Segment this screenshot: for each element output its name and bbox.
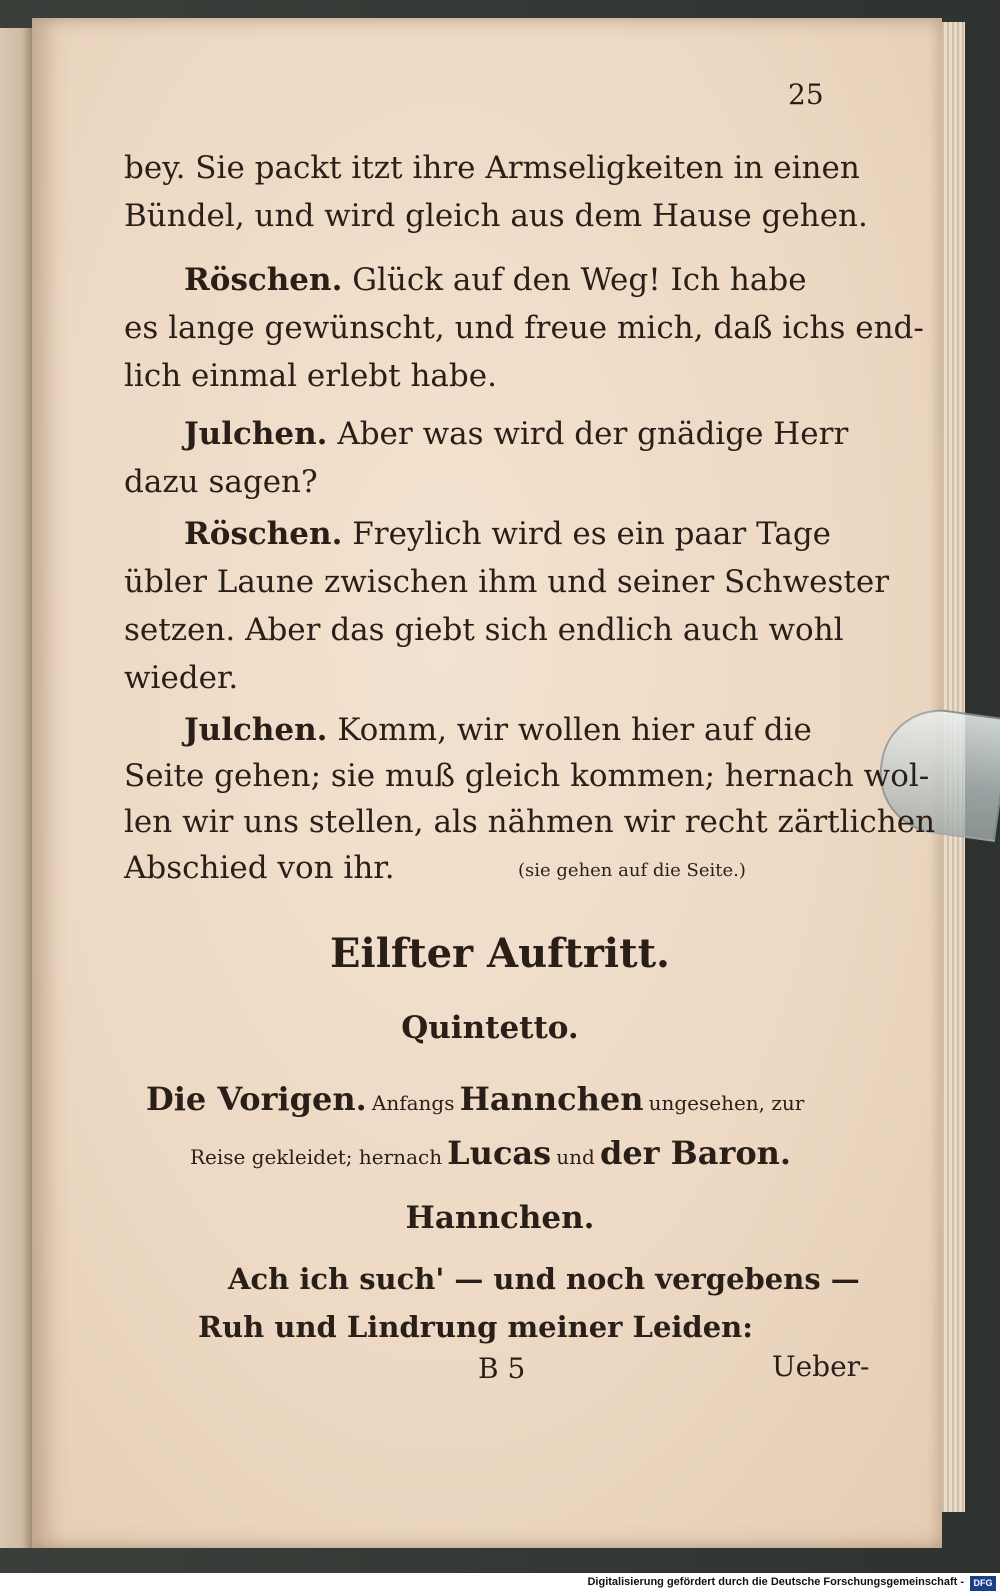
speaker-name: Röschen. xyxy=(184,262,343,298)
speaker-name: Julchen. xyxy=(184,416,328,452)
page-number: 25 xyxy=(788,78,824,111)
text-line: len wir uns stellen, als nähmen wir recht zärtlichen xyxy=(124,804,936,840)
credit-bar xyxy=(0,1573,1000,1595)
text-line: wieder. xyxy=(124,660,239,696)
song-line: Ach ich such' — und noch vergebens — xyxy=(228,1262,860,1296)
signature-mark: B 5 xyxy=(478,1352,526,1385)
text-line: übler Laune zwischen ihm und seiner Schwester xyxy=(124,564,890,600)
text-line: Seite gehen; sie muß gleich kommen; hernach wol- xyxy=(124,758,930,794)
dialogue-line: Röschen. Glück auf den Weg! Ich habe xyxy=(184,262,807,298)
dialogue-line: Julchen. Komm, wir wollen hier auf die xyxy=(184,712,812,748)
cast-line: Reise gekleidet; hernach Lucas und der Baron. xyxy=(190,1134,792,1172)
text-line: es lange gewünscht, und freue mich, daß ichs end- xyxy=(124,310,924,346)
text-line: Bündel, und wird gleich aus dem Hause gehen. xyxy=(124,198,868,234)
dfg-logo-icon: DFG xyxy=(970,1576,996,1591)
catchword: Ueber- xyxy=(772,1350,870,1383)
text-line: lich einmal erlebt habe. xyxy=(124,358,497,394)
left-page-edge xyxy=(0,28,34,1548)
scene-heading: Eilfter Auftritt. xyxy=(330,930,670,977)
dialogue-line: Julchen. Aber was wird der gnädige Herr xyxy=(184,416,849,452)
text-line: bey. Sie packt itzt ihre Armseligkeiten in einen xyxy=(124,150,860,186)
song-line: Ruh und Lindrung meiner Leiden: xyxy=(198,1310,753,1344)
song-speaker: Hannchen. xyxy=(405,1200,595,1236)
speaker-name: Röschen. xyxy=(184,516,343,552)
stage-direction: (sie gehen auf die Seite.) xyxy=(518,860,746,881)
text-line: setzen. Aber das giebt sich endlich auch wohl xyxy=(124,612,844,648)
text-line: dazu sagen? xyxy=(124,464,318,500)
scene-subheading: Quintetto. xyxy=(401,1010,579,1046)
cast-line: Die Vorigen. Anfangs Hannchen ungesehen, zur xyxy=(146,1080,805,1118)
credit-text: Digitalisierung gefördert durch die Deutsche Forschungsgemeinschaft - xyxy=(587,1576,964,1588)
text-line: Abschied von ihr. xyxy=(124,850,395,886)
dialogue-line: Röschen. Freylich wird es ein paar Tage xyxy=(184,516,832,552)
speaker-name: Julchen. xyxy=(184,712,328,748)
